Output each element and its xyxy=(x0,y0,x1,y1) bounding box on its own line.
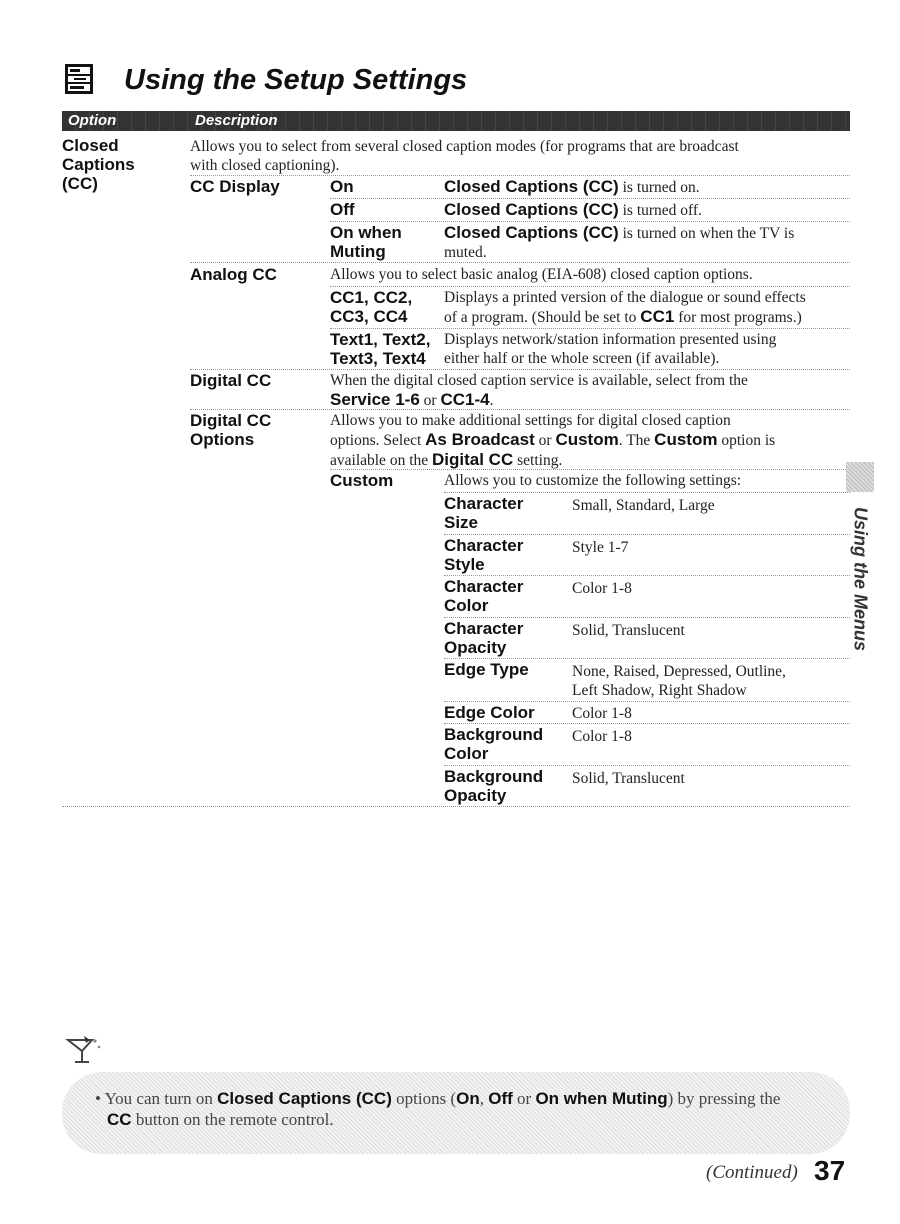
analog-cc-desc: Allows you to select basic analog (EIA-608) closed caption options. xyxy=(330,266,753,283)
digital-cc-label: Digital CC xyxy=(190,371,272,390)
custom-row-value: Color 1-8 xyxy=(572,705,632,722)
custom-label: Custom xyxy=(330,471,394,490)
column-description-header: Description xyxy=(195,112,278,129)
custom-row-value: Small, Standard, Large xyxy=(572,497,715,514)
custom-row-label: Character Size xyxy=(444,494,524,532)
digital-cc-desc: When the digital closed caption service is available, select from the Service 1-6 or CC1-4. xyxy=(330,372,748,409)
cc-on-label: On xyxy=(330,177,354,196)
custom-row-value: Style 1-7 xyxy=(572,539,629,556)
custom-row-label: Character Opacity xyxy=(444,619,524,657)
custom-row-value: None, Raised, Depressed, Outline, Left Shadow, Right Shadow xyxy=(572,663,786,699)
page-number: 37 xyxy=(814,1155,846,1186)
custom-row-value: Color 1-8 xyxy=(572,728,632,745)
custom-row-label: Edge Color xyxy=(444,703,535,722)
side-tab-marker xyxy=(846,462,874,492)
intro-text: Allows you to select from several closed caption modes (for programs that are broadcast with closed captioning). xyxy=(190,138,739,174)
custom-row-label: Background Opacity xyxy=(444,767,544,805)
cc-on-desc: Closed Captions (CC) is turned on. xyxy=(444,177,700,196)
custom-row-value: Solid, Translucent xyxy=(572,770,685,787)
cc-muting-desc: Closed Captions (CC) is turned on when the TV is muted. xyxy=(444,223,795,261)
custom-row-label: Character Color xyxy=(444,577,524,615)
custom-row-value: Solid, Translucent xyxy=(572,622,685,639)
cc1-cc4-label: CC1, CC2, CC3, CC4 xyxy=(330,288,413,326)
setup-icon xyxy=(64,63,94,95)
analog-cc-label: Analog CC xyxy=(190,265,277,284)
continued-label: (Continued) xyxy=(706,1162,798,1183)
digital-cc-options-label: Digital CC Options xyxy=(190,411,272,449)
side-tab-label: Using the Menus xyxy=(850,506,871,652)
custom-row-label: Edge Type xyxy=(444,660,529,679)
column-option-header: Option xyxy=(68,112,117,129)
text1-text4-desc: Displays network/station information presented using either half or the whole screen (if available). xyxy=(444,331,777,367)
option-closed-captions: Closed Captions (CC) xyxy=(62,136,135,193)
cc-off-desc: Closed Captions (CC) is turned off. xyxy=(444,200,702,219)
cc-muting-label: On when Muting xyxy=(330,223,402,261)
custom-row-value: Color 1-8 xyxy=(572,580,632,597)
custom-desc: Allows you to customize the following settings: xyxy=(444,472,742,489)
cc-off-label: Off xyxy=(330,200,355,219)
tip-icon xyxy=(64,1034,104,1064)
cc-display-label: CC Display xyxy=(190,177,280,196)
custom-row-label: Character Style xyxy=(444,536,524,574)
table-header xyxy=(62,111,850,131)
cc1-cc4-desc: Displays a printed version of the dialogue or sound effects of a program. (Should be set to CC1 for most programs.) xyxy=(444,289,806,326)
page-title: Using the Setup Settings xyxy=(124,64,468,96)
text1-text4-label: Text1, Text2, Text3, Text4 xyxy=(330,330,431,368)
digital-cc-options-desc: Allows you to make additional settings for digital closed caption options. Select As Broadcast or Custom. The Custom option is available on the Digital CC setting. xyxy=(330,412,776,469)
tip-text: • You can turn on Closed Captions (CC) options (On, Off or On when Muting) by pressing the CC button on the remote control. xyxy=(95,1089,781,1129)
custom-row-label: Background Color xyxy=(444,725,544,763)
